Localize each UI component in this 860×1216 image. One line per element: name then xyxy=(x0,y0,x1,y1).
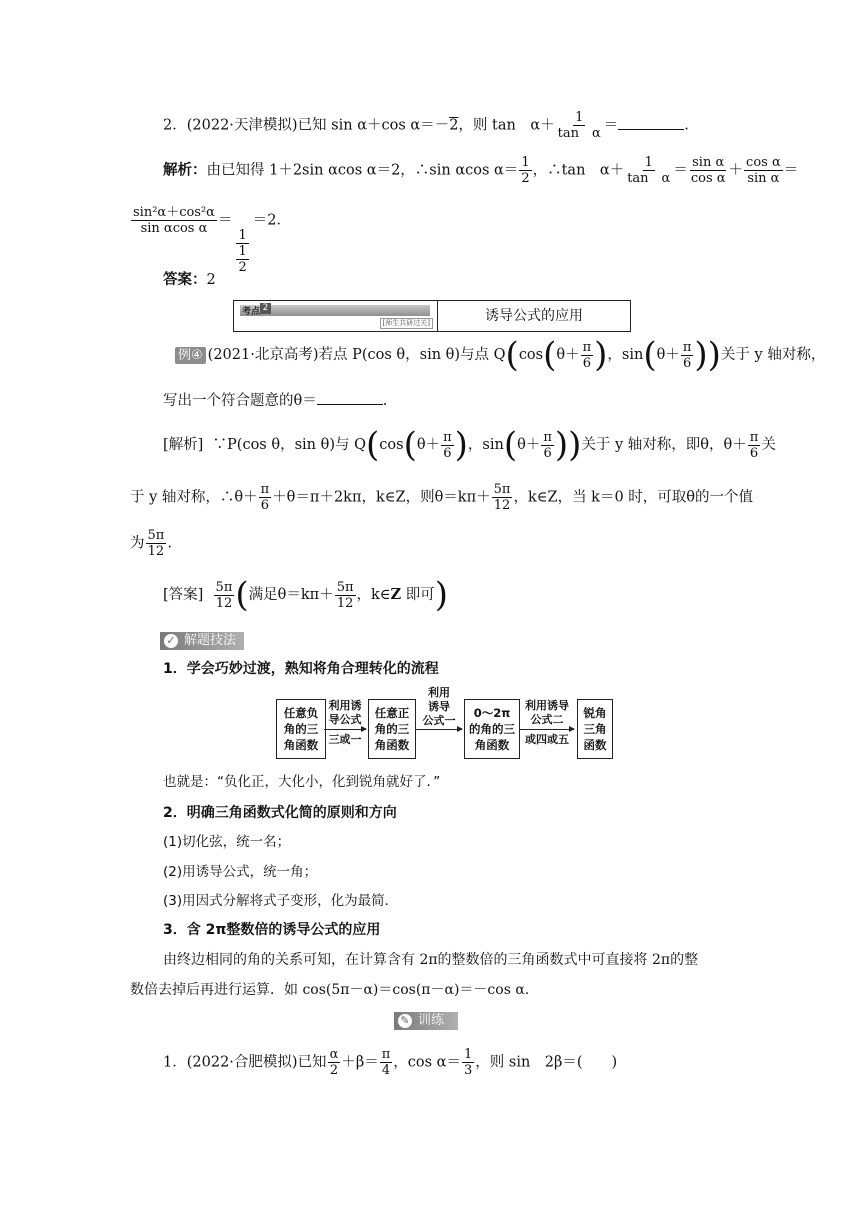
paren: ( xyxy=(543,335,557,375)
solution-text: cos xyxy=(379,437,404,453)
flow-box-text: 0～2π 的角的三 角函数 xyxy=(469,706,515,752)
answer-blank xyxy=(317,390,383,405)
numerator: 5π xyxy=(336,579,354,595)
solution-text: ＝ xyxy=(783,162,799,179)
numerator: 5π xyxy=(215,579,233,595)
example-text: 写出一个符合题意的θ＝ xyxy=(163,393,317,409)
fraction xyxy=(462,1047,474,1078)
denominator: 12 xyxy=(336,595,354,611)
paren: ) xyxy=(454,425,468,465)
answer-label: 答案： xyxy=(163,272,207,288)
fraction xyxy=(328,1047,341,1078)
topic-tag: [师生共研过关] xyxy=(380,318,433,329)
question-number: 2． xyxy=(163,117,187,134)
practice-tag-label: 训练 xyxy=(418,1013,445,1028)
check-icon: ✓ xyxy=(164,634,178,648)
solution-4-line-3 xyxy=(130,528,172,559)
tip-2-item-1: (1)切化弦，统一名； xyxy=(163,834,291,850)
paren: ( xyxy=(643,335,657,375)
tip-2-title: 2．明确三角函数式化简的原则和方向 xyxy=(163,805,397,821)
fraction xyxy=(681,340,694,371)
denominator xyxy=(233,244,251,275)
question-text: ，则 tan α＋ xyxy=(458,117,555,134)
question-text: ，cos α＝ xyxy=(393,1054,461,1071)
flow-arrow-3 xyxy=(520,729,574,730)
denominator: 12 xyxy=(493,498,511,513)
example-text: ，sin xyxy=(607,347,644,363)
question-text: 已知 xyxy=(297,1054,327,1071)
paren: ) xyxy=(434,575,449,615)
paren: ( xyxy=(503,425,518,465)
denominator: 6 xyxy=(582,355,592,371)
numerator: π xyxy=(682,339,692,355)
denominator: 12 xyxy=(215,595,233,611)
paren: ) xyxy=(594,335,608,375)
flow-box-text: 锐角 三角 函数 xyxy=(583,706,607,752)
numerator: 1 xyxy=(238,243,247,259)
solution-2-line-1 xyxy=(163,155,798,186)
denominator: sin α xyxy=(747,171,780,186)
tip-1-title: 1．学会巧妙过渡，熟知将角合理转化的流程 xyxy=(163,661,439,677)
sqrt-value: 2 xyxy=(449,117,459,134)
tip-2-item-2: (2)用诱导公式，统一角； xyxy=(163,864,318,880)
denominator: cos α xyxy=(690,171,726,186)
fraction xyxy=(519,155,531,186)
flow-box-zero-to-2pi xyxy=(464,699,520,759)
tip-2-item-3: (3)用因式分解将式子变形，化为最简． xyxy=(163,893,399,909)
example-text: . xyxy=(382,393,388,409)
numerator: 1 xyxy=(238,227,247,243)
example-4-line-2 xyxy=(163,390,387,411)
topic-number: 2 xyxy=(260,303,271,314)
fraction xyxy=(441,430,454,461)
numerator: 1 xyxy=(575,110,584,125)
denominator: 12 xyxy=(147,544,165,559)
numerator: α xyxy=(329,1047,339,1062)
question-number: 1． xyxy=(163,1054,187,1071)
numerator: π xyxy=(443,429,452,445)
question-source: (2022·合肥模拟) xyxy=(186,1054,298,1071)
solution-4-line-1 xyxy=(163,425,776,465)
solution-text: ＝ xyxy=(673,162,688,179)
solution-text: 由已知得 1＋2sin αcos α＝2，∴sin αcos α＝ xyxy=(206,162,519,179)
solution-text: ＋θ＝π＋2kπ，k∈Z，则θ＝kπ＋ xyxy=(272,489,491,506)
fraction xyxy=(259,482,272,513)
denominator: 2 xyxy=(329,1063,339,1078)
answer-blank xyxy=(618,115,684,130)
numerator: π xyxy=(543,429,552,445)
paren: ( xyxy=(403,425,417,465)
fraction xyxy=(146,528,167,559)
method-tag-label: 解题技法 xyxy=(184,633,237,648)
numerator: 1 xyxy=(463,1047,473,1062)
pencil-icon: ✎ xyxy=(398,1014,412,1028)
solution-text: 关于 y 轴对称，即θ，θ＋ xyxy=(581,437,747,453)
answer-text: 满足θ＝kπ＋ xyxy=(248,587,334,603)
method-tag xyxy=(160,632,244,650)
denominator: 3 xyxy=(463,1063,473,1078)
fraction xyxy=(214,580,235,611)
numerator: π xyxy=(749,429,759,445)
solution-4-line-2 xyxy=(130,482,753,513)
numerator: sin²α＋cos²α xyxy=(133,205,215,220)
tip-3-title: 3．含 2π整数倍的诱导公式的应用 xyxy=(163,922,381,938)
example-text: 若点 P(cos θ，sin θ)与点 Q xyxy=(318,347,506,363)
example-text: 关于 y 轴对称， xyxy=(720,347,826,363)
numerator: π xyxy=(582,339,592,355)
solution-text: . xyxy=(167,535,172,552)
solution-text: ，sin xyxy=(467,437,504,453)
fraction xyxy=(335,580,356,611)
denominator: 2 xyxy=(521,171,530,186)
tip-1-note: 也就是：“负化正，大化小，化到锐角就好了．” xyxy=(163,774,441,790)
solution-label: 解析： xyxy=(163,162,207,179)
answer-2 xyxy=(163,270,216,290)
denominator: 6 xyxy=(543,445,552,461)
denominator: tan α xyxy=(557,126,601,141)
numerator: π xyxy=(381,1047,391,1062)
question-text: 已知 sin α＋cos α＝－ xyxy=(297,117,450,134)
flow-arrow-3-bottom: 或四或五 xyxy=(525,733,569,746)
topic-header xyxy=(233,300,631,332)
fraction xyxy=(748,430,761,461)
example-text: θ＋ xyxy=(556,347,580,363)
paren: )) xyxy=(554,425,582,465)
example-source: (2021·北京高考) xyxy=(207,347,319,363)
answer-value: 2 xyxy=(206,272,216,288)
topic-label: 考点 xyxy=(242,307,261,317)
flow-box-acute xyxy=(577,699,613,759)
fraction xyxy=(744,155,783,186)
question-source: (2022·天津模拟) xyxy=(186,117,298,134)
question-2 xyxy=(163,110,689,141)
topic-title: 诱导公式的应用 xyxy=(485,308,583,324)
numerator: 5π xyxy=(147,528,165,543)
numerator: 1 xyxy=(644,155,653,170)
solution-label: [解析] xyxy=(163,437,204,453)
inner-fraction xyxy=(236,244,248,275)
compound-fraction xyxy=(233,228,251,275)
denominator: 4 xyxy=(381,1063,391,1078)
answer-label: [答案] xyxy=(163,587,204,603)
denominator: 6 xyxy=(682,355,692,371)
flow-box-positive xyxy=(368,699,416,759)
answer-text: Z xyxy=(390,586,402,603)
solution-text: 于 y 轴对称，∴θ＋ xyxy=(130,489,258,506)
question-text: ，则 sin 2β＝( ) xyxy=(475,1054,618,1071)
flow-arrow-1-bottom: 三或一 xyxy=(328,733,362,746)
question-text: . xyxy=(684,117,689,134)
answer-text: 即可 xyxy=(401,587,435,603)
paren: ( xyxy=(366,425,380,465)
solution-text: ＝ xyxy=(217,212,233,229)
fraction xyxy=(380,1047,393,1078)
paren: )) xyxy=(694,335,721,375)
solution-text: θ＋ xyxy=(517,437,541,453)
topic-header-left xyxy=(234,301,438,331)
fraction xyxy=(541,430,554,461)
numerator: 5π xyxy=(493,482,511,497)
denominator: tan α xyxy=(627,171,671,186)
denominator: 6 xyxy=(260,498,270,513)
solution-text: 关 xyxy=(761,437,776,453)
fraction xyxy=(689,155,728,186)
flow-arrow-3-top: 利用诱导 公式二 xyxy=(525,699,569,726)
paren: ( xyxy=(505,335,519,375)
flow-arrow-2-top: 利用 诱导 公式一 xyxy=(422,686,456,727)
denominator: 2 xyxy=(238,259,247,275)
example-badge: 例④ xyxy=(175,347,206,364)
solution-text: ＋ xyxy=(728,162,744,179)
fraction xyxy=(581,340,594,371)
question-1 xyxy=(163,1047,617,1078)
solution-text: ，∴tan α＋ xyxy=(532,162,625,179)
tip-3-line-2: 数倍去掉后再进行运算．如 cos(5π－α)＝cos(π－α)＝－cos α. xyxy=(130,982,530,998)
practice-tag xyxy=(394,1012,458,1030)
fraction xyxy=(625,155,672,186)
flow-box-text: 任意负 角的三 角函数 xyxy=(283,706,319,752)
numerator: 1 xyxy=(521,155,530,170)
flow-arrow-1-top: 利用诱 导公式 xyxy=(328,699,362,726)
solution-text: 为 xyxy=(130,535,145,552)
flow-arrow-1 xyxy=(324,729,366,730)
denominator: sin αcos α xyxy=(140,221,208,236)
paren: ( xyxy=(235,575,249,615)
denominator: 6 xyxy=(443,445,452,461)
tip-3-line-1: 由终边相同的角的关系可知，在计算含有 2π的整数倍的三角函数式中可直接将 2π的整 xyxy=(163,952,699,968)
answer-4 xyxy=(163,575,449,615)
fraction xyxy=(131,205,217,236)
numerator: cos α xyxy=(746,155,781,170)
example-text: cos xyxy=(518,347,544,363)
answer-text: ，k∈ xyxy=(356,587,391,603)
solution-text: ＝2． xyxy=(252,212,291,229)
example-text: θ＋ xyxy=(656,347,680,363)
question-text: ＝ xyxy=(603,117,619,134)
example-4-line-1 xyxy=(175,335,826,375)
numerator: sin α xyxy=(692,155,725,170)
fraction xyxy=(492,482,513,513)
solution-text: ∵P(cos θ，sin θ)与 Q xyxy=(212,437,367,453)
solution-text: θ＋ xyxy=(416,437,441,453)
solution-text: ，k∈Z，当 k＝0 时，可取θ的一个值 xyxy=(513,489,754,506)
denominator: 6 xyxy=(749,445,759,461)
solution-2-line-2 xyxy=(130,205,291,275)
flow-box-text: 任意正 角的三 角函数 xyxy=(374,706,410,752)
flow-arrow-2 xyxy=(416,729,462,730)
fraction xyxy=(556,110,603,141)
numerator: π xyxy=(260,482,270,497)
flow-box-negative xyxy=(276,699,326,759)
question-text: ＋β＝ xyxy=(341,1054,379,1071)
